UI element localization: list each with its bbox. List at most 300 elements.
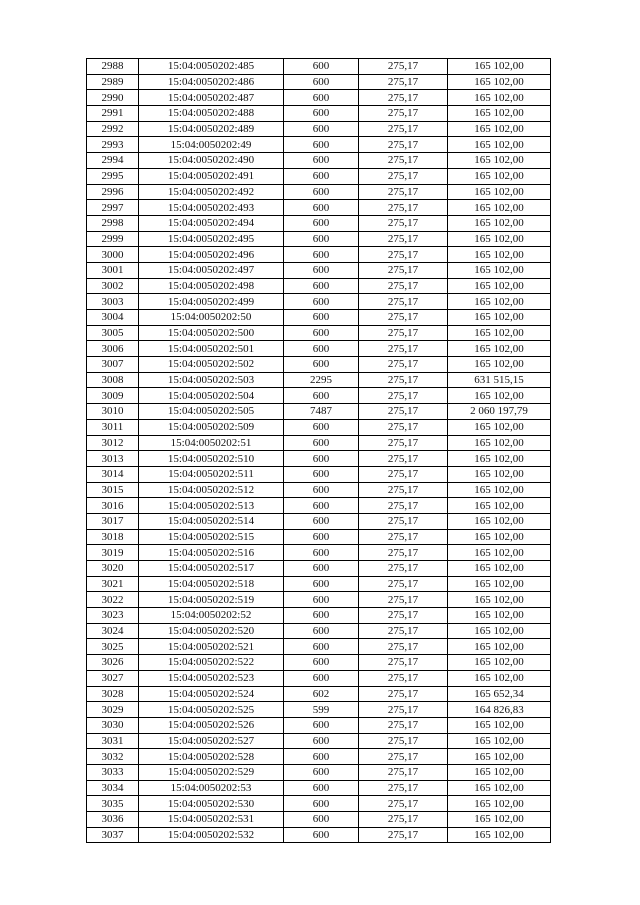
row-number-cell: 3032	[87, 749, 139, 765]
row-number-cell: 3031	[87, 733, 139, 749]
area-cell: 600	[284, 435, 359, 451]
specific-value-cell: 275,17	[359, 702, 448, 718]
row-number-cell: 3019	[87, 545, 139, 561]
table-row	[87, 435, 551, 451]
specific-value-cell: 275,17	[359, 561, 448, 577]
cadastral-value-cell: 165 102,00	[448, 561, 551, 577]
row-number-cell: 3018	[87, 529, 139, 545]
row-number-cell: 3008	[87, 372, 139, 388]
cadastral-value-cell: 165 102,00	[448, 90, 551, 106]
cadastral-value-cell: 165 102,00	[448, 388, 551, 404]
area-cell: 600	[284, 655, 359, 671]
area-cell: 602	[284, 686, 359, 702]
cadastral-number-cell: 15:04:0050202:503	[139, 372, 284, 388]
cadastral-number-cell: 15:04:0050202:491	[139, 168, 284, 184]
cadastral-number-cell: 15:04:0050202:50	[139, 310, 284, 326]
cadastral-number-cell: 15:04:0050202:515	[139, 529, 284, 545]
specific-value-cell: 275,17	[359, 639, 448, 655]
area-cell: 600	[284, 561, 359, 577]
cadastral-value-cell: 165 102,00	[448, 545, 551, 561]
cadastral-value-cell: 165 102,00	[448, 153, 551, 169]
table-row	[87, 576, 551, 592]
table-row	[87, 357, 551, 373]
cadastral-number-cell: 15:04:0050202:492	[139, 184, 284, 200]
area-cell: 600	[284, 137, 359, 153]
cadastral-number-cell: 15:04:0050202:519	[139, 592, 284, 608]
cadastral-value-cell: 165 102,00	[448, 498, 551, 514]
row-number-cell: 3014	[87, 466, 139, 482]
area-cell: 600	[284, 153, 359, 169]
cadastral-number-cell: 15:04:0050202:524	[139, 686, 284, 702]
area-cell: 600	[284, 231, 359, 247]
table-row	[87, 670, 551, 686]
table-row	[87, 796, 551, 812]
cadastral-value-cell: 165 102,00	[448, 639, 551, 655]
specific-value-cell: 275,17	[359, 827, 448, 843]
cadastral-number-cell: 15:04:0050202:526	[139, 717, 284, 733]
row-number-cell: 3035	[87, 796, 139, 812]
cadastral-number-cell: 15:04:0050202:525	[139, 702, 284, 718]
cadastral-number-cell: 15:04:0050202:532	[139, 827, 284, 843]
table-body	[87, 59, 551, 843]
specific-value-cell: 275,17	[359, 749, 448, 765]
area-cell: 600	[284, 310, 359, 326]
specific-value-cell: 275,17	[359, 655, 448, 671]
area-cell: 600	[284, 294, 359, 310]
row-number-cell: 3010	[87, 404, 139, 420]
row-number-cell: 3004	[87, 310, 139, 326]
table-row	[87, 59, 551, 75]
area-cell: 600	[284, 59, 359, 75]
row-number-cell: 3000	[87, 247, 139, 263]
cadastral-value-cell: 165 652,34	[448, 686, 551, 702]
area-cell: 600	[284, 733, 359, 749]
specific-value-cell: 275,17	[359, 357, 448, 373]
area-cell: 599	[284, 702, 359, 718]
cadastral-value-cell: 165 102,00	[448, 106, 551, 122]
table-row	[87, 247, 551, 263]
cadastral-value-cell: 165 102,00	[448, 294, 551, 310]
cadastral-value-cell: 165 102,00	[448, 121, 551, 137]
specific-value-cell: 275,17	[359, 529, 448, 545]
row-number-cell: 3006	[87, 341, 139, 357]
cadastral-value-cell: 165 102,00	[448, 576, 551, 592]
cadastral-number-cell: 15:04:0050202:499	[139, 294, 284, 310]
cadastral-value-cell: 165 102,00	[448, 341, 551, 357]
specific-value-cell: 275,17	[359, 247, 448, 263]
row-number-cell: 2994	[87, 153, 139, 169]
cadastral-value-cell: 165 102,00	[448, 200, 551, 216]
area-cell: 600	[284, 576, 359, 592]
area-cell: 600	[284, 780, 359, 796]
specific-value-cell: 275,17	[359, 482, 448, 498]
table-row	[87, 529, 551, 545]
cadastral-number-cell: 15:04:0050202:495	[139, 231, 284, 247]
table-row	[87, 168, 551, 184]
cadastral-number-cell: 15:04:0050202:489	[139, 121, 284, 137]
specific-value-cell: 275,17	[359, 435, 448, 451]
cadastral-value-cell: 165 102,00	[448, 215, 551, 231]
table-row	[87, 278, 551, 294]
row-number-cell: 3023	[87, 608, 139, 624]
table-row	[87, 372, 551, 388]
cadastral-number-cell: 15:04:0050202:487	[139, 90, 284, 106]
row-number-cell: 3002	[87, 278, 139, 294]
area-cell: 600	[284, 529, 359, 545]
table-row	[87, 623, 551, 639]
area-cell: 600	[284, 74, 359, 90]
specific-value-cell: 275,17	[359, 576, 448, 592]
table-row	[87, 153, 551, 169]
table-row	[87, 466, 551, 482]
cadastral-value-cell: 165 102,00	[448, 74, 551, 90]
cadastral-number-cell: 15:04:0050202:531	[139, 812, 284, 828]
cadastral-number-cell: 15:04:0050202:53	[139, 780, 284, 796]
cadastral-value-cell: 165 102,00	[448, 466, 551, 482]
table-row	[87, 827, 551, 843]
table-row	[87, 184, 551, 200]
row-number-cell: 3034	[87, 780, 139, 796]
table-row	[87, 513, 551, 529]
table-row	[87, 388, 551, 404]
specific-value-cell: 275,17	[359, 137, 448, 153]
area-cell: 600	[284, 466, 359, 482]
specific-value-cell: 275,17	[359, 278, 448, 294]
cadastral-value-cell: 164 826,83	[448, 702, 551, 718]
cadastral-number-cell: 15:04:0050202:505	[139, 404, 284, 420]
specific-value-cell: 275,17	[359, 498, 448, 514]
row-number-cell: 2990	[87, 90, 139, 106]
row-number-cell: 3011	[87, 419, 139, 435]
cadastral-value-cell: 165 102,00	[448, 482, 551, 498]
cadastral-number-cell: 15:04:0050202:527	[139, 733, 284, 749]
cadastral-number-cell: 15:04:0050202:490	[139, 153, 284, 169]
row-number-cell: 2998	[87, 215, 139, 231]
row-number-cell: 3022	[87, 592, 139, 608]
row-number-cell: 3025	[87, 639, 139, 655]
row-number-cell: 2999	[87, 231, 139, 247]
specific-value-cell: 275,17	[359, 372, 448, 388]
table-row	[87, 639, 551, 655]
row-number-cell: 3030	[87, 717, 139, 733]
specific-value-cell: 275,17	[359, 764, 448, 780]
cadastral-number-cell: 15:04:0050202:488	[139, 106, 284, 122]
cadastral-value-cell: 165 102,00	[448, 184, 551, 200]
row-number-cell: 3027	[87, 670, 139, 686]
table-row	[87, 419, 551, 435]
row-number-cell: 3036	[87, 812, 139, 828]
specific-value-cell: 275,17	[359, 121, 448, 137]
row-number-cell: 3001	[87, 262, 139, 278]
specific-value-cell: 275,17	[359, 310, 448, 326]
cadastral-number-cell: 15:04:0050202:500	[139, 325, 284, 341]
row-number-cell: 3005	[87, 325, 139, 341]
area-cell: 600	[284, 670, 359, 686]
cadastral-value-cell: 165 102,00	[448, 435, 551, 451]
cadastral-value-cell: 165 102,00	[448, 780, 551, 796]
table-row	[87, 545, 551, 561]
row-number-cell: 3037	[87, 827, 139, 843]
table-row	[87, 90, 551, 106]
table-row	[87, 341, 551, 357]
cadastral-number-cell: 15:04:0050202:509	[139, 419, 284, 435]
cadastral-value-cell: 165 102,00	[448, 764, 551, 780]
cadastral-value-table	[86, 58, 551, 843]
row-number-cell: 3020	[87, 561, 139, 577]
cadastral-number-cell: 15:04:0050202:496	[139, 247, 284, 263]
cadastral-number-cell: 15:04:0050202:512	[139, 482, 284, 498]
specific-value-cell: 275,17	[359, 325, 448, 341]
specific-value-cell: 275,17	[359, 153, 448, 169]
row-number-cell: 3024	[87, 623, 139, 639]
cadastral-number-cell: 15:04:0050202:528	[139, 749, 284, 765]
cadastral-number-cell: 15:04:0050202:49	[139, 137, 284, 153]
cadastral-number-cell: 15:04:0050202:502	[139, 357, 284, 373]
cadastral-number-cell: 15:04:0050202:51	[139, 435, 284, 451]
cadastral-number-cell: 15:04:0050202:518	[139, 576, 284, 592]
cadastral-value-cell: 165 102,00	[448, 59, 551, 75]
cadastral-value-cell: 165 102,00	[448, 827, 551, 843]
row-number-cell: 2992	[87, 121, 139, 137]
specific-value-cell: 275,17	[359, 59, 448, 75]
area-cell: 600	[284, 764, 359, 780]
cadastral-value-cell: 165 102,00	[448, 623, 551, 639]
area-cell: 600	[284, 608, 359, 624]
table-row	[87, 608, 551, 624]
specific-value-cell: 275,17	[359, 812, 448, 828]
area-cell: 600	[284, 498, 359, 514]
row-number-cell: 3026	[87, 655, 139, 671]
row-number-cell: 3033	[87, 764, 139, 780]
row-number-cell: 3016	[87, 498, 139, 514]
area-cell: 600	[284, 717, 359, 733]
cadastral-value-cell: 165 102,00	[448, 357, 551, 373]
table-row	[87, 498, 551, 514]
area-cell: 600	[284, 262, 359, 278]
cadastral-number-cell: 15:04:0050202:504	[139, 388, 284, 404]
specific-value-cell: 275,17	[359, 74, 448, 90]
area-cell: 600	[284, 121, 359, 137]
row-number-cell: 2997	[87, 200, 139, 216]
cadastral-number-cell: 15:04:0050202:485	[139, 59, 284, 75]
cadastral-value-cell: 165 102,00	[448, 812, 551, 828]
specific-value-cell: 275,17	[359, 780, 448, 796]
table-row	[87, 655, 551, 671]
area-cell: 600	[284, 168, 359, 184]
area-cell: 600	[284, 827, 359, 843]
area-cell: 600	[284, 325, 359, 341]
area-cell: 600	[284, 357, 359, 373]
cadastral-number-cell: 15:04:0050202:516	[139, 545, 284, 561]
cadastral-number-cell: 15:04:0050202:510	[139, 451, 284, 467]
row-number-cell: 3021	[87, 576, 139, 592]
table-row	[87, 231, 551, 247]
specific-value-cell: 275,17	[359, 466, 448, 482]
area-cell: 600	[284, 623, 359, 639]
specific-value-cell: 275,17	[359, 294, 448, 310]
specific-value-cell: 275,17	[359, 545, 448, 561]
table-row	[87, 686, 551, 702]
row-number-cell: 3009	[87, 388, 139, 404]
cadastral-value-cell: 165 102,00	[448, 655, 551, 671]
cadastral-value-cell: 165 102,00	[448, 137, 551, 153]
specific-value-cell: 275,17	[359, 262, 448, 278]
area-cell: 600	[284, 812, 359, 828]
specific-value-cell: 275,17	[359, 733, 448, 749]
specific-value-cell: 275,17	[359, 592, 448, 608]
specific-value-cell: 275,17	[359, 451, 448, 467]
cadastral-value-cell: 165 102,00	[448, 168, 551, 184]
table-row	[87, 451, 551, 467]
area-cell: 600	[284, 278, 359, 294]
area-cell: 600	[284, 341, 359, 357]
cadastral-value-cell: 165 102,00	[448, 325, 551, 341]
cadastral-value-cell: 165 102,00	[448, 262, 551, 278]
table-row	[87, 561, 551, 577]
specific-value-cell: 275,17	[359, 90, 448, 106]
table-row	[87, 106, 551, 122]
row-number-cell: 2996	[87, 184, 139, 200]
table-row	[87, 325, 551, 341]
area-cell: 600	[284, 184, 359, 200]
table-row	[87, 733, 551, 749]
specific-value-cell: 275,17	[359, 686, 448, 702]
area-cell: 600	[284, 215, 359, 231]
table-row	[87, 749, 551, 765]
specific-value-cell: 275,17	[359, 404, 448, 420]
cadastral-number-cell: 15:04:0050202:497	[139, 262, 284, 278]
cadastral-number-cell: 15:04:0050202:501	[139, 341, 284, 357]
cadastral-value-cell: 631 515,15	[448, 372, 551, 388]
cadastral-value-cell: 165 102,00	[448, 310, 551, 326]
area-cell: 600	[284, 90, 359, 106]
row-number-cell: 3007	[87, 357, 139, 373]
specific-value-cell: 275,17	[359, 717, 448, 733]
area-cell: 600	[284, 200, 359, 216]
row-number-cell: 2988	[87, 59, 139, 75]
cadastral-number-cell: 15:04:0050202:511	[139, 466, 284, 482]
area-cell: 600	[284, 247, 359, 263]
cadastral-value-cell: 165 102,00	[448, 278, 551, 294]
cadastral-value-cell: 165 102,00	[448, 419, 551, 435]
cadastral-number-cell: 15:04:0050202:523	[139, 670, 284, 686]
cadastral-number-cell: 15:04:0050202:486	[139, 74, 284, 90]
cadastral-value-cell: 165 102,00	[448, 717, 551, 733]
cadastral-number-cell: 15:04:0050202:494	[139, 215, 284, 231]
row-number-cell: 3017	[87, 513, 139, 529]
table-row	[87, 262, 551, 278]
area-cell: 600	[284, 796, 359, 812]
row-number-cell: 2991	[87, 106, 139, 122]
table-row	[87, 404, 551, 420]
table-row	[87, 137, 551, 153]
row-number-cell: 3015	[87, 482, 139, 498]
area-cell: 600	[284, 592, 359, 608]
table-row	[87, 717, 551, 733]
area-cell: 600	[284, 749, 359, 765]
cadastral-number-cell: 15:04:0050202:52	[139, 608, 284, 624]
row-number-cell: 3028	[87, 686, 139, 702]
row-number-cell: 2989	[87, 74, 139, 90]
specific-value-cell: 275,17	[359, 670, 448, 686]
specific-value-cell: 275,17	[359, 106, 448, 122]
specific-value-cell: 275,17	[359, 608, 448, 624]
specific-value-cell: 275,17	[359, 388, 448, 404]
cadastral-number-cell: 15:04:0050202:514	[139, 513, 284, 529]
cadastral-number-cell: 15:04:0050202:530	[139, 796, 284, 812]
table-row	[87, 482, 551, 498]
area-cell: 600	[284, 639, 359, 655]
cadastral-value-cell: 165 102,00	[448, 529, 551, 545]
cadastral-number-cell: 15:04:0050202:513	[139, 498, 284, 514]
specific-value-cell: 275,17	[359, 341, 448, 357]
table-row	[87, 702, 551, 718]
area-cell: 600	[284, 451, 359, 467]
row-number-cell: 3012	[87, 435, 139, 451]
area-cell: 600	[284, 513, 359, 529]
area-cell: 600	[284, 419, 359, 435]
table-row	[87, 200, 551, 216]
cadastral-value-cell: 2 060 197,79	[448, 404, 551, 420]
cadastral-value-cell: 165 102,00	[448, 608, 551, 624]
table-row	[87, 310, 551, 326]
cadastral-number-cell: 15:04:0050202:498	[139, 278, 284, 294]
table-row	[87, 592, 551, 608]
area-cell: 600	[284, 482, 359, 498]
cadastral-value-cell: 165 102,00	[448, 749, 551, 765]
cadastral-number-cell: 15:04:0050202:521	[139, 639, 284, 655]
specific-value-cell: 275,17	[359, 215, 448, 231]
cadastral-number-cell: 15:04:0050202:529	[139, 764, 284, 780]
row-number-cell: 2993	[87, 137, 139, 153]
table-row	[87, 121, 551, 137]
cadastral-value-cell: 165 102,00	[448, 592, 551, 608]
cadastral-value-cell: 165 102,00	[448, 733, 551, 749]
specific-value-cell: 275,17	[359, 200, 448, 216]
area-cell: 600	[284, 388, 359, 404]
row-number-cell: 3013	[87, 451, 139, 467]
cadastral-value-cell: 165 102,00	[448, 231, 551, 247]
area-cell: 600	[284, 106, 359, 122]
specific-value-cell: 275,17	[359, 513, 448, 529]
table-row	[87, 215, 551, 231]
table-row	[87, 74, 551, 90]
table-row	[87, 780, 551, 796]
cadastral-number-cell: 15:04:0050202:517	[139, 561, 284, 577]
table-row	[87, 812, 551, 828]
cadastral-value-cell: 165 102,00	[448, 247, 551, 263]
table-row	[87, 764, 551, 780]
area-cell: 2295	[284, 372, 359, 388]
specific-value-cell: 275,17	[359, 796, 448, 812]
specific-value-cell: 275,17	[359, 231, 448, 247]
cadastral-value-cell: 165 102,00	[448, 513, 551, 529]
cadastral-value-cell: 165 102,00	[448, 670, 551, 686]
table-row	[87, 294, 551, 310]
cadastral-number-cell: 15:04:0050202:520	[139, 623, 284, 639]
area-cell: 600	[284, 545, 359, 561]
cadastral-value-cell: 165 102,00	[448, 451, 551, 467]
cadastral-number-cell: 15:04:0050202:493	[139, 200, 284, 216]
area-cell: 7487	[284, 404, 359, 420]
row-number-cell: 3003	[87, 294, 139, 310]
specific-value-cell: 275,17	[359, 184, 448, 200]
specific-value-cell: 275,17	[359, 623, 448, 639]
row-number-cell: 2995	[87, 168, 139, 184]
row-number-cell: 3029	[87, 702, 139, 718]
cadastral-number-cell: 15:04:0050202:522	[139, 655, 284, 671]
specific-value-cell: 275,17	[359, 419, 448, 435]
